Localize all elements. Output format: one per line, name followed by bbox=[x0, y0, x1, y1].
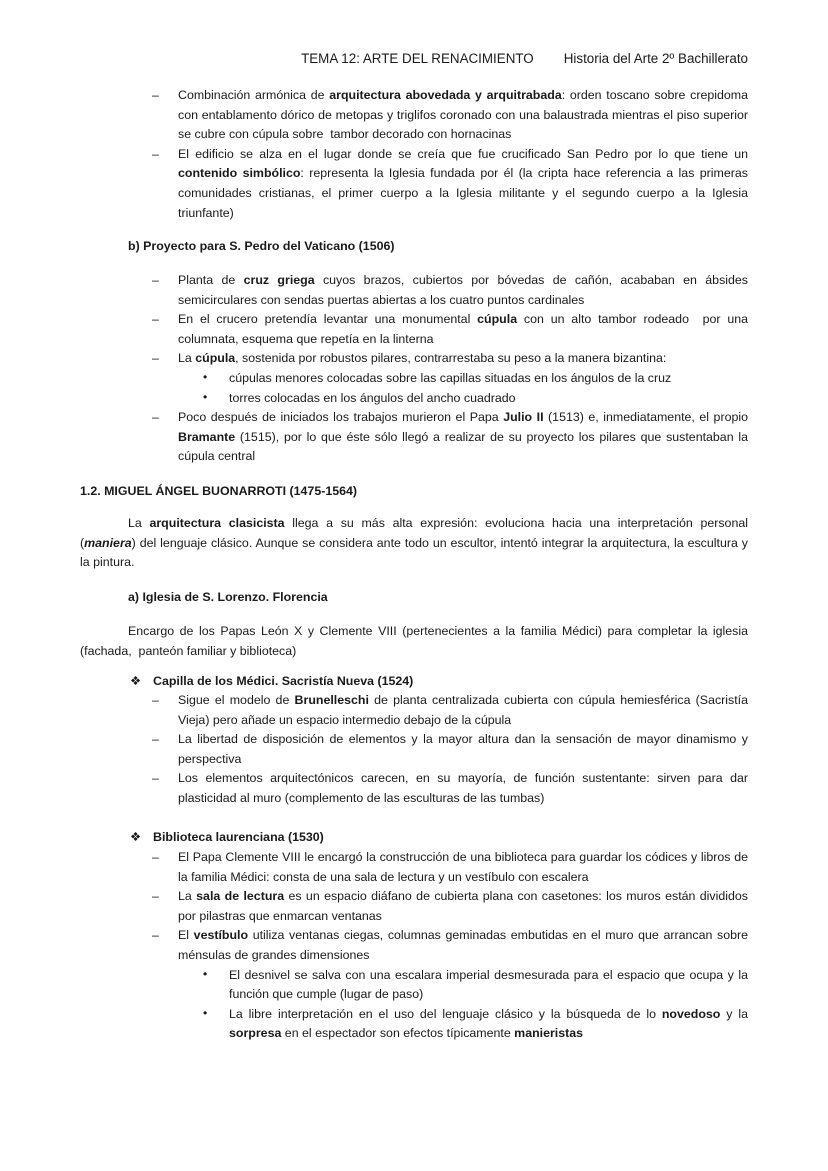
list-item: – En el crucero pretendía levantar una monumental cúpula con un alto tambor rodeado por una columnata, esquema que repetía en la linterna bbox=[152, 312, 748, 346]
list-item: – La sala de lectura es un espacio diáfano de cubierta plana con casetones: los muros están divididos por pilastras que enmarcan ventanas bbox=[152, 889, 748, 923]
list-item: – La libertad de disposición de elementos y la mayor altura dan la sensación de mayor dinamismo y perspectiva bbox=[152, 732, 748, 766]
dash-bullet: – bbox=[152, 312, 159, 327]
intro-paragraph: La arquitectura clasicista llega a su más alta expresión: evoluciona hacia una interpretación personal (maniera) del lenguaje clásico. Aunque se considera ante todo un escultor, intentó integrar la arquitectura, la escultura y la pintura. bbox=[80, 516, 748, 570]
dot-bullet: • bbox=[203, 1005, 208, 1020]
dash-bullet: – bbox=[152, 351, 159, 366]
list-item: – El vestíbulo utiliza ventanas ciegas, columnas geminadas embutidas en el muro que arrancan sobre ménsulas de grandes dimensiones bbox=[152, 928, 749, 962]
dash-bullet: – bbox=[152, 273, 159, 287]
section-heading: 1.2. MIGUEL ÁNGEL BUONARROTI (1475-1564) bbox=[80, 484, 358, 498]
dash-bullet: – bbox=[152, 88, 159, 102]
list-item: • La libre interpretación en el uso del lenguaje clásico y la búsqueda de lo novedoso y la sorpresa en el espectador son efectos típicamente manieristas bbox=[203, 1005, 748, 1041]
list-item: • El desnivel se salva con una escalara imperial desmesurada para el espacio que ocupa y la función que cumple (lugar de paso) bbox=[203, 966, 748, 1002]
list-item: – Combinación armónica de arquitectura abovedada y arquitrabada: orden toscano sobre crepidoma con entablamento dórico de metopas y triglifos coronado con una balaustrada mientras el piso superior se cubre con cúpula sobre tambor decorado con hornacinas bbox=[152, 88, 748, 142]
dot-bullet: • bbox=[203, 966, 208, 981]
dash-bullet: – bbox=[152, 889, 159, 904]
list-item: – Sigue el modelo de Brunelleschi de planta centralizada cubierta con cúpula hemiesférica (Sacristía Vieja) pero añade un espacio intermedio debajo de la cúpula bbox=[152, 693, 748, 727]
dash-bullet: – bbox=[152, 410, 159, 425]
capilla-list bbox=[0, 691, 828, 809]
dash-bullet: – bbox=[152, 928, 159, 943]
san-lorenzo-paragraph: Encargo de los Papas León X y Clemente VIII (pertenecientes a la familia Médici) para completar la iglesia (fachada, panteón familiar y biblioteca) bbox=[80, 624, 748, 658]
dash-bullet: – bbox=[152, 693, 159, 707]
dot-bullet: • bbox=[203, 369, 208, 384]
tempietto-list bbox=[0, 86, 828, 223]
capilla-heading bbox=[130, 672, 413, 692]
dash-bullet: – bbox=[152, 771, 159, 786]
section-heading: b) Proyecto para S. Pedro del Vaticano (1506) bbox=[128, 239, 395, 253]
list-item: – Los elementos arquitectónicos carecen, en su mayoría, de función sustentante: sirven para dar plasticidad al muro (complemento de las esculturas de las tumbas) bbox=[152, 771, 748, 805]
list-item: • torres colocadas en los ángulos del ancho cuadrado bbox=[0, 389, 828, 409]
dash-bullet: – bbox=[152, 732, 159, 747]
list-item: – Planta de cruz griega cuyos brazos, cubiertos por bóvedas de cañón, acababan en ábsides semicirculares con sendas puertas abiertas a los cuatro puntos cardinales bbox=[152, 273, 748, 307]
capilla-heading-text: Capilla de los Médici. Sacristía Nueva (1524) bbox=[153, 674, 414, 688]
list-item: – La cúpula, sostenida por robustos pilares, contrarrestaba su peso a la manera bizantina: bbox=[0, 349, 828, 369]
list-item: • cúpulas menores colocadas sobre las capillas situadas en los ángulos de la cruz bbox=[0, 369, 828, 389]
biblioteca-list bbox=[0, 848, 828, 1044]
section-heading: a) Iglesia de S. Lorenzo. Florencia bbox=[128, 590, 328, 604]
diamond-bullet-icon: ❖ bbox=[130, 674, 142, 688]
diamond-bullet-icon: ❖ bbox=[130, 830, 142, 844]
dot-bullet: • bbox=[203, 389, 208, 404]
san-pedro-list bbox=[0, 271, 828, 467]
dash-bullet: – bbox=[152, 146, 159, 161]
list-item: – Poco después de iniciados los trabajos murieron el Papa Julio II (1513) e, inmediatamente, el propio Bramante (1515), por lo que éste sólo llegó a realizar de su proyecto los pilares que sustentaban la cúpula central bbox=[152, 410, 748, 464]
header-course: Historia del Arte 2º Bachillerato bbox=[563, 51, 748, 66]
dash-bullet: – bbox=[152, 850, 159, 864]
header-topic: TEMA 12: ARTE DEL RENACIMIENTO bbox=[301, 51, 534, 66]
biblioteca-heading-text: Biblioteca laurenciana (1530) bbox=[153, 830, 324, 844]
biblioteca-heading bbox=[130, 828, 324, 848]
list-item: – El edificio se alza en el lugar donde se creía que fue crucificado San Pedro por lo que tiene un contenido simbólico: representa la Iglesia fundada por él (la cripta hace referencia a las primeras comunidades cristianas, el primer cuerpo a la Iglesia militante y el segundo cuerpo a la Iglesia triunfante) bbox=[152, 146, 748, 220]
page-header bbox=[301, 49, 748, 69]
list-item: – El Papa Clemente VIII le encargó la construcción de una biblioteca para guardar los códices y libros de la familia Médici: consta de una sala de lectura y un vestíbulo con escalera bbox=[152, 850, 748, 884]
